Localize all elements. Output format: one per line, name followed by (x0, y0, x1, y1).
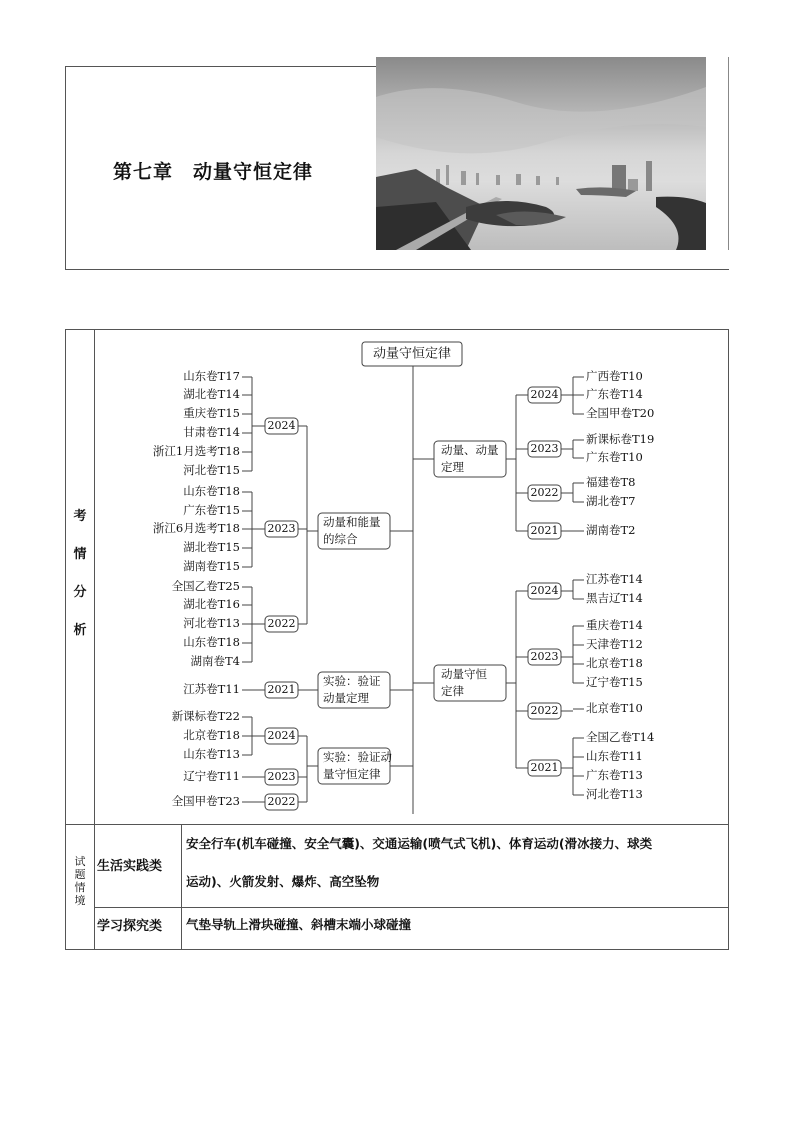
right-item-label: 广东卷T14 (586, 387, 643, 401)
left-item-label: 新课标卷T22 (171, 709, 240, 723)
left-item-label: 甘肃卷T14 (183, 425, 240, 439)
right-item-label: 黑吉辽T14 (586, 591, 643, 605)
right-item-label: 重庆卷T14 (586, 618, 643, 632)
left-item-label: 浙江1月选考T18 (152, 444, 240, 458)
left-topic-label-line2: 量守恒定律 (323, 767, 381, 781)
left-topic-label-line1: 实验：验证动 (323, 750, 392, 764)
side-label-qing: 情 (73, 547, 87, 562)
left-item-label: 湖北卷T14 (183, 387, 240, 401)
left-item-label: 湖北卷T15 (183, 540, 240, 554)
side-label-xi: 析 (73, 623, 87, 638)
right-item-label: 湖南卷T2 (586, 523, 636, 537)
left-item-label: 北京卷T18 (183, 728, 240, 742)
right-item-label: 广东卷T10 (586, 450, 643, 464)
left-item-label: 湖北卷T16 (183, 597, 240, 611)
left-item-label: 河北卷T13 (183, 616, 240, 630)
left-year-label: 2024 (267, 729, 296, 742)
chapter-title: 第七章 动量守恒定律 (113, 161, 314, 183)
left-item-label: 辽宁卷T11 (183, 769, 240, 783)
category-study-inquiry: 学习探究类 (97, 919, 163, 934)
right-item-label: 福建卷T8 (586, 475, 636, 489)
right-year-label: 2023 (530, 650, 559, 663)
left-item-label: 湖南卷T4 (190, 654, 240, 668)
left-year-label: 2023 (267, 522, 296, 535)
right-year-label: 2023 (530, 442, 559, 455)
right-item-label: 新课标卷T19 (586, 432, 655, 446)
right-topic-label-line1: 动量守恒 (441, 667, 487, 681)
left-item-label: 浙江6月选考T18 (152, 521, 240, 535)
right-year-label: 2022 (530, 704, 559, 717)
right-year-label: 2021 (530, 524, 559, 537)
left-topic-label-line2: 的综合 (323, 532, 358, 546)
left-item-label: 全国甲卷T23 (171, 794, 240, 808)
left-item-label: 全国乙卷T25 (171, 579, 240, 593)
right-item-label: 全国甲卷T20 (586, 406, 655, 420)
left-topic-label-line1: 实验：验证 (323, 674, 381, 688)
left-item-label: 山东卷T17 (183, 369, 240, 383)
right-year-label: 2022 (530, 486, 559, 499)
right-item-label: 山东卷T11 (586, 749, 643, 763)
left-year-label: 2022 (267, 795, 296, 808)
right-year-label: 2021 (530, 761, 559, 774)
left-year-label: 2022 (267, 617, 296, 630)
right-item-label: 北京卷T10 (586, 701, 643, 715)
right-item-label: 北京卷T18 (586, 656, 643, 670)
left-year-label: 2024 (267, 419, 296, 432)
right-year-label: 2024 (530, 388, 559, 401)
left-item-label: 山东卷T18 (183, 484, 240, 498)
side-label-kao: 考 (73, 509, 87, 524)
left-item-label: 江苏卷T11 (183, 682, 240, 696)
context-study-line1: 气垫导轨上滑块碰撞、斜槽末端小球碰撞 (186, 917, 412, 932)
left-item-label: 湖南卷T15 (183, 559, 240, 573)
right-item-label: 江苏卷T14 (586, 572, 643, 586)
right-item-label: 辽宁卷T15 (586, 675, 643, 689)
right-item-label: 广西卷T10 (586, 369, 643, 383)
left-item-label: 山东卷T18 (183, 635, 240, 649)
right-item-label: 广东卷T13 (586, 768, 643, 782)
category-life-practice: 生活实践类 (97, 859, 163, 874)
side-label-fen: 分 (73, 585, 87, 600)
root-node-label: 动量守恒定律 (372, 346, 452, 362)
context-life-line1: 安全行车(机车碰撞、安全气囊)、交通运输(喷气式飞机)、体育运动(滑冰接力、球类 (186, 836, 653, 851)
right-item-label: 湖北卷T7 (586, 494, 636, 508)
right-item-label: 天津卷T12 (586, 637, 643, 651)
left-topic-label-line2: 动量定理 (323, 691, 369, 705)
left-year-label: 2021 (267, 683, 296, 696)
right-topic-label-line1: 动量、动量 (441, 443, 499, 457)
right-topic-label-line2: 定律 (441, 684, 464, 698)
side-label-context-text: 试题情境 (74, 855, 86, 907)
left-item-label: 重庆卷T15 (183, 406, 240, 420)
left-topic-label-line1: 动量和能量 (323, 515, 381, 529)
left-item-label: 河北卷T15 (183, 463, 240, 477)
right-item-label: 全国乙卷T14 (586, 730, 655, 744)
left-item-label: 山东卷T13 (183, 747, 240, 761)
right-item-label: 河北卷T13 (586, 787, 643, 801)
left-item-label: 广东卷T15 (183, 503, 240, 517)
left-year-label: 2023 (267, 770, 296, 783)
right-topic-label-line2: 定理 (441, 460, 464, 474)
right-year-label: 2024 (530, 584, 559, 597)
context-life-line2: 运动)、火箭发射、爆炸、高空坠物 (186, 874, 380, 889)
